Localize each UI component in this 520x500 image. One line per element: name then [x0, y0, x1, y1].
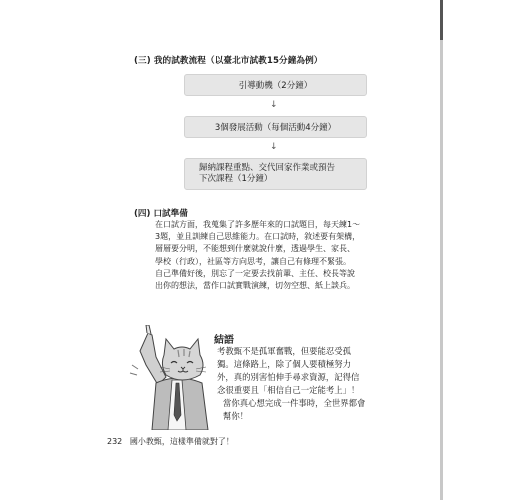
paragraph-line: 在口試方面，我蒐集了許多歷年來的口試題目，每天練1～	[155, 220, 361, 229]
section-4-title: (四) 口試準備	[134, 209, 188, 219]
flow-step-2-text: 3個發展活動（每個活動4分鐘）	[214, 123, 337, 133]
flow-step-1	[184, 74, 367, 96]
cat-teacher-illustration	[126, 325, 226, 430]
page-number: 232	[107, 437, 123, 446]
conclusion-line: 幫你！	[223, 411, 249, 421]
paragraph-line: 出你的想法，當作口試實戰演練，切勿空想、紙上談兵。	[155, 281, 355, 291]
paragraph-line: 層層要分明，不能想到什麼就說什麼，透過學生、家長、	[155, 244, 355, 254]
conclusion-line: 外，真的別害怕伸手尋求資源，記得信	[217, 372, 360, 382]
section-4-paragraph	[155, 219, 387, 292]
flow-arrow-2: ↓	[270, 142, 278, 152]
paragraph-line: 自己準備好後，別忘了一定要去找前輩、主任、校長等說	[155, 268, 355, 278]
flow-arrow-1: ↓	[270, 100, 278, 110]
page-edge	[440, 0, 443, 500]
flow-step-3-line-2: 下次課程（1分鐘）	[199, 174, 273, 184]
section-3-title: (三) 我的試教流程（以臺北市試教15分鐘為例）	[134, 56, 323, 66]
flow-step-3-line-1: 歸納課程重點、交代回家作業或預告	[199, 163, 336, 173]
flow-step-3	[184, 158, 367, 190]
conclusion-text	[217, 345, 387, 423]
paragraph-line: 3題，並且訓練自己思維能力。在口試時，敘述要有架構，	[155, 232, 361, 242]
flow-step-1-text: 引導動機（2分鐘）	[238, 81, 313, 91]
page-edge-marker	[440, 0, 443, 40]
book-title: 國小教甄，這樣準備就對了！	[129, 437, 234, 446]
conclusion-line: 當你真心想完成一件事時，全世界都會	[223, 398, 366, 408]
flow-step-2	[184, 116, 367, 138]
conclusion-line: 念很重要且「相信自己一定能考上」！	[217, 385, 360, 395]
conclusion-line: 考教甄不是孤軍奮戰，但要能忍受孤	[217, 346, 351, 356]
conclusion-line: 獨。這條路上，除了個人要積極努力	[217, 359, 351, 369]
conclusion-title: 結語	[214, 335, 234, 346]
page-footer	[107, 436, 234, 447]
paragraph-line: 學校（行政），社區等方向思考，讓自己有條理不緊張。	[155, 256, 351, 266]
